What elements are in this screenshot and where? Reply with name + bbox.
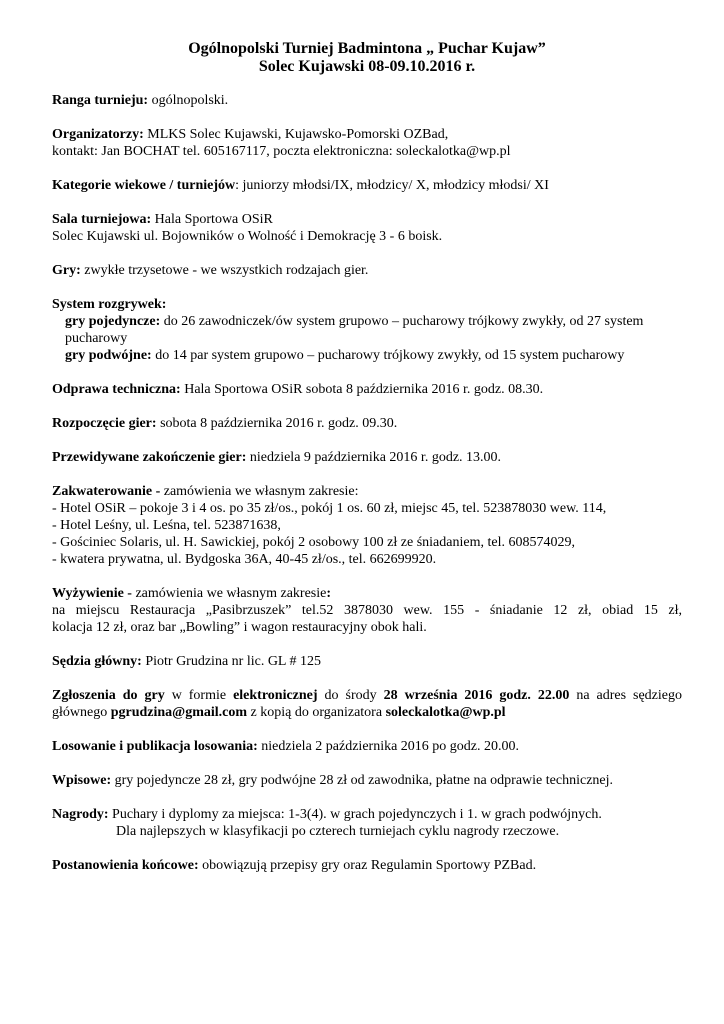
organizatorzy-contact: kontakt: Jan BOCHAT tel. 605167117, poczta elektroniczna: soleckalotka@wp.pl: [52, 144, 511, 159]
value-sala: Hala Sportowa OSiR: [151, 212, 273, 227]
zgloszenia-text-2: do środy: [317, 688, 384, 703]
value-odprawa: Hala Sportowa OSiR sobota 8 października 2016 r. godz. 08.30.: [180, 382, 544, 397]
value-gry-pojedyncze-cont: pucharowy: [65, 331, 128, 346]
list-item: - Hotel OSiR – pokoje 3 i 4 os. po 35 zł/os., pokój 1 os. 60 zł, miejsc 45, tel. 523878030 wew. 114,: [52, 501, 607, 516]
section-system: [52, 296, 682, 364]
label-zgloszenia: Zgłoszenia do gry: [52, 688, 165, 703]
section-nagrody: [52, 806, 682, 840]
section-odprawa: [52, 381, 682, 398]
section-zakwaterowanie: [52, 483, 682, 568]
zgloszenia-text-4: głównego: [52, 705, 111, 720]
list-item: - kwatera prywatna, ul. Bydgoska 36A, 40-45 zł/os., tel. 662699920.: [52, 552, 437, 567]
organizer-email: soleckalotka@wp.pl: [385, 705, 506, 720]
list-item: - Hotel Leśny, ul. Leśna, tel. 523871638,: [52, 518, 281, 533]
value-postanowienia: obowiązują przepisy gry oraz Regulamin Sportowy PZBad.: [198, 858, 537, 873]
value-gry-podwojne: do 14 par system grupowo – pucharowy trójkowy zwykły, od 15 system pucharowy: [151, 348, 625, 363]
label-odprawa: Odprawa techniczna:: [52, 382, 181, 397]
label-gry: Gry:: [52, 263, 81, 278]
label-wpisowe: Wpisowe:: [52, 773, 112, 788]
label-system: System rozgrywek:: [52, 297, 167, 312]
label-zakonczenie: Przewidywane zakończenie gier:: [52, 450, 247, 465]
zgloszenia-text-1: w formie: [164, 688, 234, 703]
sala-address: Solec Kujawski ul. Bojowników o Wolność i Demokrację 3 - 6 boisk.: [52, 229, 443, 244]
value-losowanie: niedziela 2 października 2016 po godz. 20.00.: [257, 739, 520, 754]
label-losowanie: Losowanie i publikacja losowania:: [52, 739, 258, 754]
label-wyzywienie: Wyżywienie -: [52, 586, 132, 601]
section-zgloszenia: [52, 687, 682, 721]
list-item: - Gościniec Solaris, ul. H. Sawickiej, pokój 2 osobowy 100 zł ze śniadaniem, tel. 608574029,: [52, 535, 575, 550]
section-ranga: [52, 92, 682, 109]
label-gry-podwojne: gry podwójne:: [65, 348, 152, 363]
section-wyzywienie: [52, 585, 682, 636]
value-zakonczenie: niedziela 9 października 2016 r. godz. 13.00.: [246, 450, 502, 465]
zgloszenia-deadline: 28 września 2016 godz. 22.00: [383, 688, 570, 703]
label-kategorie: Kategorie wiekowe / turniejów: [52, 178, 236, 193]
wyzywienie-restaurant: na miejscu Restauracja „Pasibrzuszek” tel.52 3878030 wew. 155 - śniadanie 12 zł, obiad 15 zł,: [52, 603, 682, 618]
value-ranga: ogólnopolski.: [148, 93, 229, 108]
wyzywienie-colon: :: [326, 586, 332, 601]
zgloszenia-text-5: z kopią do organizatora: [247, 705, 386, 720]
section-rozpoczecie: [52, 415, 682, 432]
value-gry: zwykłe trzysetowe - we wszystkich rodzajach gier.: [80, 263, 369, 278]
value-nagrody: Puchary i dyplomy za miejsca: 1-3(4). w grach pojedynczych i 1. w grach podwójnych.: [108, 807, 602, 822]
section-sedzia: [52, 653, 682, 670]
section-losowanie: [52, 738, 682, 755]
section-postanowienia: [52, 857, 682, 874]
value-wpisowe: gry pojedyncze 28 zł, gry podwójne 28 zł od zawodnika, płatne na odprawie technicznej.: [111, 773, 614, 788]
label-zakwaterowanie: Zakwaterowanie -: [52, 484, 161, 499]
section-gry: [52, 262, 682, 279]
section-kategorie: [52, 177, 682, 194]
label-gry-pojedyncze: gry pojedyncze:: [65, 314, 161, 329]
document-page: [52, 40, 682, 891]
label-rozpoczecie: Rozpoczęcie gier:: [52, 416, 157, 431]
value-zakwaterowanie: zamówienia we własnym zakresie:: [160, 484, 359, 499]
referee-email: pgrudzina@gmail.com: [110, 705, 248, 720]
zgloszenia-mode: elektronicznej: [233, 688, 318, 703]
document-title: Ogólnopolski Turniej Badmintona „ Puchar Kujaw”: [188, 40, 546, 57]
label-postanowienia: Postanowienia końcowe:: [52, 858, 199, 873]
section-wpisowe: [52, 772, 682, 789]
document-header: [52, 40, 682, 76]
value-rozpoczecie: sobota 8 października 2016 r. godz. 09.30.: [156, 416, 398, 431]
value-sedzia: Piotr Grudzina nr lic. GL # 125: [141, 654, 321, 669]
value-organizatorzy: MLKS Solec Kujawski, Kujawsko-Pomorski OZBad,: [143, 127, 449, 142]
nagrody-extra: Dla najlepszych w klasyfikacji po czterech turniejach cyklu nagrody rzeczowe.: [116, 824, 560, 839]
value-kategorie: : juniorzy młodsi/IX, młodzicy/ X, młodzicy młodsi/ XI: [235, 178, 549, 193]
section-zakonczenie: [52, 449, 682, 466]
label-organizatorzy: Organizatorzy:: [52, 127, 144, 142]
label-ranga: Ranga turnieju:: [52, 93, 149, 108]
label-nagrody: Nagrody:: [52, 807, 109, 822]
section-sala: [52, 211, 682, 245]
section-organizatorzy: [52, 126, 682, 160]
document-subtitle: Solec Kujawski 08-09.10.2016 r.: [258, 58, 476, 75]
wyzywienie-dinner: kolacja 12 zł, oraz bar „Bowling” i wagon restauracyjny obok hali.: [52, 620, 427, 635]
zgloszenia-text-3: na adres sędziego: [569, 688, 682, 703]
value-wyzywienie: zamówienia we własnym zakresie: [131, 586, 327, 601]
value-gry-pojedyncze: do 26 zawodniczek/ów system grupowo – pucharowy trójkowy zwykły, od 27 system: [160, 314, 644, 329]
label-sala: Sala turniejowa:: [52, 212, 152, 227]
label-sedzia: Sędzia główny:: [52, 654, 142, 669]
